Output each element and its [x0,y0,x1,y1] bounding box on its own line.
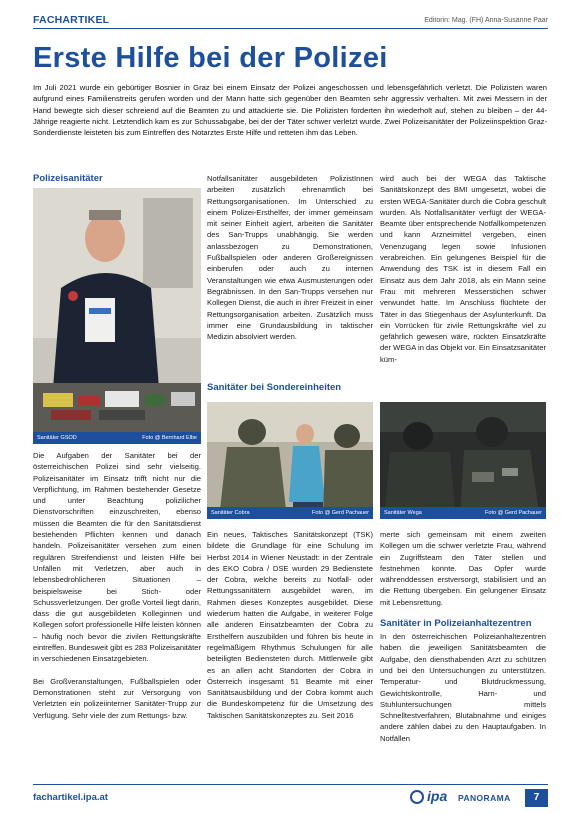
caption-label: Sanitäter Cobra [211,510,250,516]
caption-credit: Foto @ Gerd Pachauer [312,510,369,516]
footer-divider [33,784,548,785]
photo-illustration [207,402,373,519]
paragraph: Notfallsanitäter ausgebildeten PolizistInnen arbeiten zusätzlich ehrenamtlich bei Rettungsorganisationen. Im Unterschied zu einem Polizei-Ersthelfer, der immer gemeinsam mit seiner Einheit agiert, arbeiten die Sanitäter des San-Trupps unabhängig. Sie werden anlassbezogen zu Demonstrationen, Fußballspielen oder anderen Großereignissen einberufen oder auch zu internen Veranstaltungen wie etwa Ausmusterungen oder Begräbnissen. In den San-Trupps versehen nur Kollegen Dienst, die auch in ihrer Freizeit in einer Rettungsorganisation arbeiten. Zusätzlich muss immer eine Grundausbildung in taktischer Medizin absolviert werden. [207,174,373,342]
logo-panorama-text: PANORAMA [458,793,511,803]
photo-sanitaeter-cobra [207,402,373,519]
editor-credit: Editorin: Mag. (FH) Anna-Susanne Paar [424,17,548,24]
photo-caption [207,507,373,519]
paragraph: Die Aufgaben der Sanitäter bei der österreichischen Polizei sind sehr vielseitig. Polizeisanitäter im Einsatz trifft nicht nur die Verpflichtung, im Rahmen bestehender Gesetze und unter Beachtung polizilicher Dienstvorschriften einzuschreiten, ebenso müssen die Beamten die für den Sanitätsdienst bestehenden Pflichten kennen und danach handeln. Polizeisanitäter versehen zum einen regulären Streifendienst und leisten Hilfe bei Unfällen mit Verletzen, aber auch in lebensbedrohlicheren Situationen – beispielsweise bei Stich- oder Schussverletzungen. Der große Vorteil liegt darin, dass die gut ausgebildeten Kolleginnen und Kollegen sofort professionelle Hilfe leisten können – häufig noch bevor die zivilen Rettungskräfte eintreffen. Bundesweit gibt es 283 Polizeisanitäter in verschiedenen Einsatzgebieten. [33,451,202,664]
section-label: FACHARTIKEL [33,14,110,26]
photo-caption [33,432,201,444]
column-2-lower-body [207,529,373,721]
header-divider [33,28,548,29]
photo-sanitaeter-gsod [33,188,201,444]
column-1-body [33,450,201,721]
footer-website-link[interactable]: fachartikel.ipa.at [33,792,108,803]
page-number: 7 [525,789,548,807]
photo-illustration [380,402,546,519]
ipa-emblem-icon [410,790,424,804]
caption-label: Sanitäter Wega [384,510,422,516]
caption-credit: Foto @ Gerd Pachauer [485,510,542,516]
paragraph: Bei Großveranstaltungen, Fußballspielen oder Demonstrationen steht zur Versorgung von Verletzten ein polizeiinterner Sanitäter-Trupp zur Verfügung. Sehr viele der zum Rettungs- bzw. [33,676,201,720]
column-2-body [207,173,373,342]
paragraph: wird auch bei der WEGA das Taktische Sanitätskonzept des BMI umgesetzt, wobei die ersten WEGA-Sanitäter durch die Cobra geschult wurden. Als Notfallsanitäter verfügt der WEGA-Beamte über entsprechende Notfallkompetenzen und kann Arzneimittel vergeben, einen Venenzugang legen sowie Infusionen verabreichen. Ein gelungenes Beispiel für die Anwendung des TSK ist in diesem Fall ein Einsatz aus dem Jahr 2018, als ein Mann seine Frau mit mehreren Messerstichen schwer verwundet hatte. Im Anschluss flüchtete der Täter in das Stiegenhaus der Asylunterkunft. Da ein Vorrücken für zivile Rettungskräfte viel zu gefährlich gewesen wäre, rückten Einsatzkräfte der WEGA in das Objekt vor. Ein Einsatzsanitäter küm- [380,174,546,364]
column-3-lower-body [380,529,546,744]
column-3-body [380,173,546,365]
logo-ipa-text: ipa [427,788,448,804]
heading-polizeianhaltezentren: Sanitäter in Polizeianhaltezentren [380,618,532,630]
article-lead: Im Juli 2021 wurde ein gebürtiger Bosnier in Graz bei einem Einsatz der Polizei angeschossen und lebensgefährlich verletzt. Die Polizisten waren aufgrund eines Familienstreits gerufen worden und der Mann hatte sich gegenüber den Beamten sehr aggressiv verhalten. Mit zwei Messern in der Hand bewegte sich dieser schreiend auf die Beamten zu und attackierte sie. Die Polizisten forderten ihn wiederholt auf, stehen zu bleiben – der 44-Jährige reagierte nicht. Letztendlich kam es zur Schussabgabe, bei der der Täter schwer verletzt wurde. Zwei Polizeisanitäter der Polizeiinspektion Graz-Sonderdienste leisteten bis zum Eintreffen des Notarztes Erste Hilfe und retteten ihm das Leben. [33,83,547,138]
ipa-panorama-logo [410,788,518,806]
photo-caption [380,507,546,519]
paragraph: In den österreichischen Polizeianhaltezentren haben die jeweiligen Sanitätsbeamten die Aufgabe, den diensthabenden Arzt zu schützen und bei den Untersuchungen zu unterstützen. Temperatur- und Blutdruckmessung, Gewichtskontrolle, Harn- und Stuhluntersuchungen mittels Schnelltestverfahren, Blutabnahme und einiges andere zählen dabei zu den Hauptaufgaben. In Notfällen [380,632,546,743]
page-footer [0,784,576,814]
page-header [0,0,576,32]
photo-sanitaeter-wega [380,402,546,519]
caption-credit: Foto @ Bernhard Elbe [142,435,197,441]
article-title: Erste Hilfe bei der Polizei [33,42,388,74]
caption-label: Sanitäter GSOD [37,435,77,441]
paragraph: Ein neues, Taktisches Sanitätskonzept (TSK) bildete die Grundlage für eine Schulung im Herbst 2014 in Wiener Neustadt: in der Zentrale des EKO Cobra / DSE wurden 29 Bedienstete der Cobra, welche bereits zu Notfall- oder Rettungssanitätern ausgebildet waren, im Rahmen dieses Konzeptes ausgebildet. Diese wiederum hatten die Aufgabe, in weiterer Folge alle anderen Einsatzbeamten der Cobra zu Ersthelfern auszubilden und führen bis heute in regelmäßigem Rhythmus Schulungen für alle beteiligten Bediensteten durch. Mittlerweile gibt es an allen acht Standorten der Cobra in Österreich insgesamt 51 Beamte mit einer Sanitätsausbildung und der Cobra kommt auch die Bundeskompetenz für die Umsetzung des Taktischen Sanitätskonzeptes zu. Seit 2016 [207,530,373,720]
heading-polizeisanitaeter: Polizeisanitäter [33,173,103,184]
photo-illustration [33,188,201,444]
heading-sondereinheiten: Sanitäter bei Sondereinheiten [207,382,342,393]
paragraph: merte sich gemeinsam mit einem zweiten Kollegen um die schwer verletzte Frau, während ein Zugriffsteam den Täter stellen und festnehmen konnte. Das Opfer wurde währenddessen erstversorgt, stabilisiert und an die Rettung übergeben. Ein gelungener Einsatz mit Lebensrettung. [380,530,546,607]
